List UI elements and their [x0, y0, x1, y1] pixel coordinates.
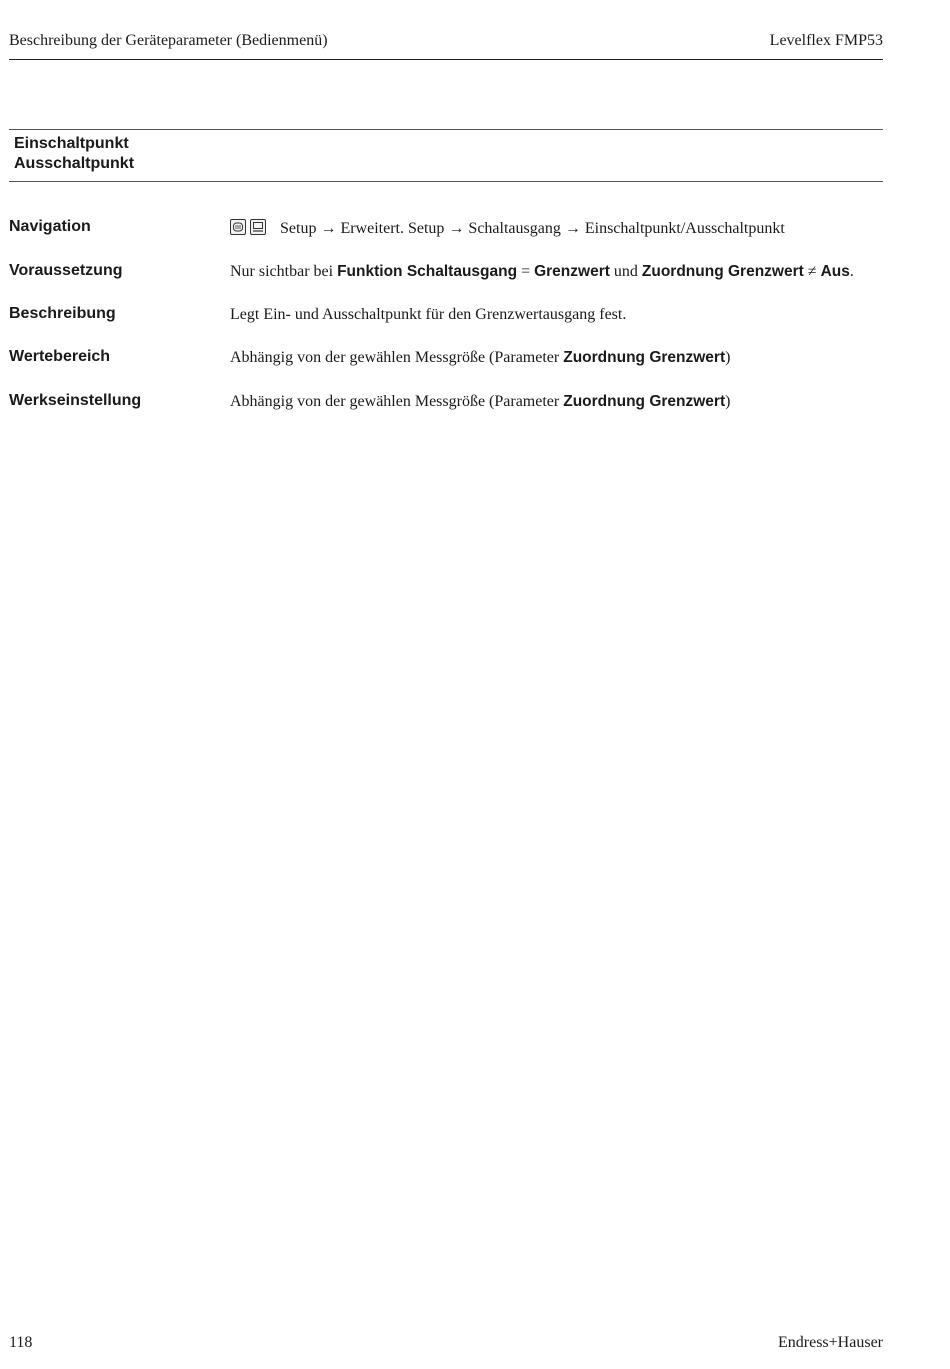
text-segment: Abhängig von der gewählen Messgröße (Parameter — [230, 393, 564, 410]
nav-arrow-3: → — [564, 220, 581, 237]
page-number: 118 — [9, 1334, 33, 1351]
nav-path-3: Schaltausgang — [468, 220, 561, 237]
beschreibung-value: Legt Ein- und Ausschaltpunkt für den Grenzwertausgang fest. — [230, 306, 627, 323]
voraussetzung-value — [230, 263, 854, 281]
text-segment: ) — [725, 393, 731, 410]
bold-option-value: Grenzwert — [534, 263, 610, 280]
row-werkseinstellung — [9, 392, 883, 416]
row-voraussetzung — [9, 262, 883, 286]
voraussetzung-label: Voraussetzung — [9, 262, 123, 279]
navigation-value — [230, 219, 785, 238]
nav-arrow-1: → — [320, 220, 337, 237]
werkseinstellung-label: Werkseinstellung — [9, 392, 142, 409]
werkseinstellung-value — [230, 393, 730, 411]
text-segment: = — [517, 263, 535, 280]
nav-arrow-2: → — [448, 220, 465, 237]
text-segment: Nur sichtbar bei — [230, 263, 338, 280]
row-navigation — [9, 218, 883, 242]
parameter-title-line2: Ausschaltpunkt — [14, 155, 135, 172]
operating-tool-icon — [250, 219, 266, 235]
navigation-icons — [230, 220, 274, 237]
header-section-title: Beschreibung der Geräteparameter (Bedienmenü) — [9, 32, 328, 49]
wertebereich-value — [230, 349, 730, 367]
wertebereich-label: Wertebereich — [9, 348, 111, 365]
display-operation-icon — [230, 219, 246, 235]
text-segment: ≠ — [803, 263, 821, 280]
text-segment: ) — [725, 349, 731, 366]
header-device-name: Levelflex FMP53 — [769, 32, 883, 49]
page-header — [9, 32, 883, 60]
bold-parameter-name: Zuordnung Grenzwert — [563, 349, 726, 366]
parameter-title-box — [9, 129, 883, 182]
bold-option-value: Aus — [820, 263, 850, 280]
parameter-title-line1: Einschaltpunkt — [14, 135, 129, 152]
bold-parameter-name: Funktion Schaltausgang — [337, 263, 518, 280]
bold-parameter-name: Zuordnung Grenzwert — [641, 263, 804, 280]
text-segment: und — [609, 263, 642, 280]
nav-path-4: Einschaltpunkt/Ausschaltpunkt — [584, 220, 785, 237]
beschreibung-label: Beschreibung — [9, 305, 116, 322]
text-segment: . — [849, 263, 854, 280]
nav-path-1: Setup — [280, 220, 317, 237]
row-wertebereich — [9, 348, 883, 372]
text-segment: Abhängig von der gewählen Messgröße (Parameter — [230, 349, 564, 366]
navigation-label: Navigation — [9, 218, 91, 235]
nav-path-2: Erweitert. Setup — [340, 220, 445, 237]
row-beschreibung — [9, 305, 883, 329]
footer-brand: Endress+Hauser — [778, 1334, 883, 1351]
bold-parameter-name: Zuordnung Grenzwert — [563, 393, 726, 410]
